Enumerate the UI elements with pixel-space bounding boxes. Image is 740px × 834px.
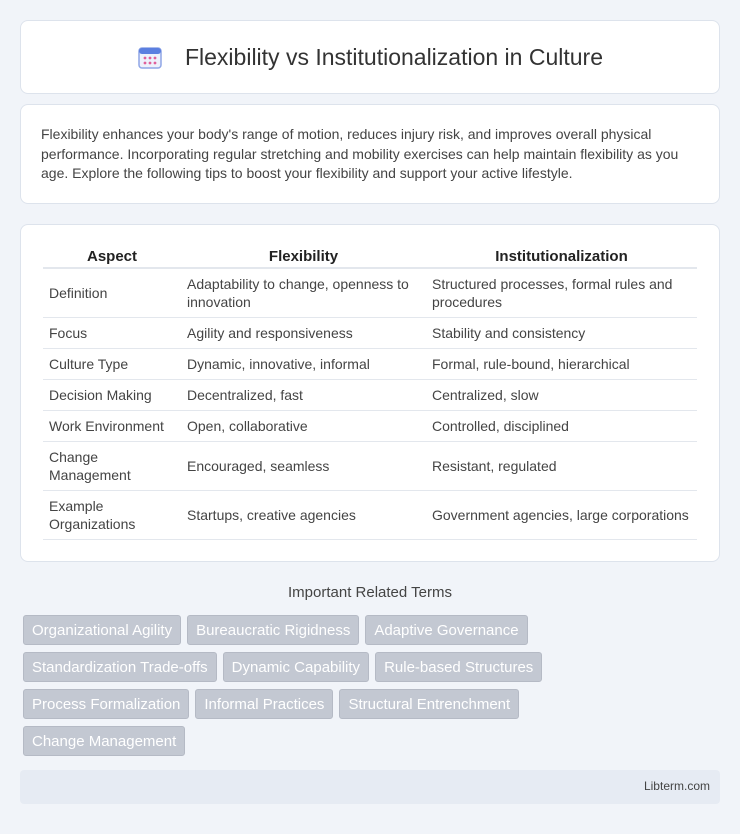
column-header: Flexibility	[181, 245, 426, 269]
footer-brand-link[interactable]: Libterm.com	[643, 779, 710, 793]
table-cell: Startups, creative agencies	[181, 491, 426, 540]
page-title: Flexibility vs Institutionalization in Culture	[184, 43, 603, 70]
calendar-icon	[137, 44, 163, 70]
related-term-tag[interactable]: Organizational Agility	[23, 615, 181, 645]
comparison-table-card	[20, 224, 720, 562]
related-term-tag[interactable]: Process Formalization	[23, 689, 189, 719]
column-header: Aspect	[43, 245, 181, 269]
table-cell: Resistant, regulated	[426, 442, 697, 491]
related-terms-title: Important Related Terms	[288, 584, 452, 601]
table-row	[43, 411, 697, 442]
table-cell: Definition	[43, 269, 181, 318]
related-term-tag[interactable]: Informal Practices	[195, 689, 333, 719]
table-cell: Encouraged, seamless	[181, 442, 426, 491]
table-cell: Decision Making	[43, 380, 181, 411]
table-cell: Controlled, disciplined	[426, 411, 697, 442]
table-row	[43, 491, 697, 540]
table-cell: Focus	[43, 318, 181, 349]
related-term-tag[interactable]: Bureaucratic Rigidness	[187, 615, 359, 645]
header-card	[20, 20, 720, 94]
column-header: Institutionalization	[426, 245, 697, 269]
table-cell: Structured processes, formal rules and procedures	[426, 269, 697, 318]
table-cell: Government agencies, large corporations	[426, 491, 697, 540]
related-term-tag[interactable]: Change Management	[23, 726, 185, 756]
footer	[20, 770, 720, 804]
related-terms-list	[23, 615, 723, 763]
table-cell: Decentralized, fast	[181, 380, 426, 411]
table-cell: Agility and responsiveness	[181, 318, 426, 349]
table-cell: Example Organizations	[43, 491, 181, 540]
table-row	[43, 442, 697, 491]
related-term-tag[interactable]: Standardization Trade-offs	[23, 652, 217, 682]
table-cell: Change Management	[43, 442, 181, 491]
table-row	[43, 269, 697, 318]
related-term-tag[interactable]: Rule-based Structures	[375, 652, 542, 682]
intro-card	[20, 104, 720, 204]
related-term-tag[interactable]: Adaptive Governance	[365, 615, 527, 645]
table-cell: Adaptability to change, openness to innovation	[181, 269, 426, 318]
table-cell: Stability and consistency	[426, 318, 697, 349]
comparison-table	[43, 245, 697, 540]
related-term-tag[interactable]: Dynamic Capability	[223, 652, 369, 682]
table-cell: Dynamic, innovative, informal	[181, 349, 426, 380]
table-row	[43, 349, 697, 380]
related-term-tag[interactable]: Structural Entrenchment	[339, 689, 519, 719]
table-cell: Open, collaborative	[181, 411, 426, 442]
table-row	[43, 318, 697, 349]
table-cell: Culture Type	[43, 349, 181, 380]
intro-text: Flexibility enhances your body's range of motion, reduces injury risk, and improves overall physical performance. Incorporating regular stretching and mobility exercises can help maintain flexibility as you age. Explore the following tips to boost your flexibility and support your active lifestyle.	[41, 126, 679, 181]
table-header-row	[43, 245, 697, 269]
table-cell: Work Environment	[43, 411, 181, 442]
table-row	[43, 380, 697, 411]
table-cell: Formal, rule-bound, hierarchical	[426, 349, 697, 380]
table-cell: Centralized, slow	[426, 380, 697, 411]
